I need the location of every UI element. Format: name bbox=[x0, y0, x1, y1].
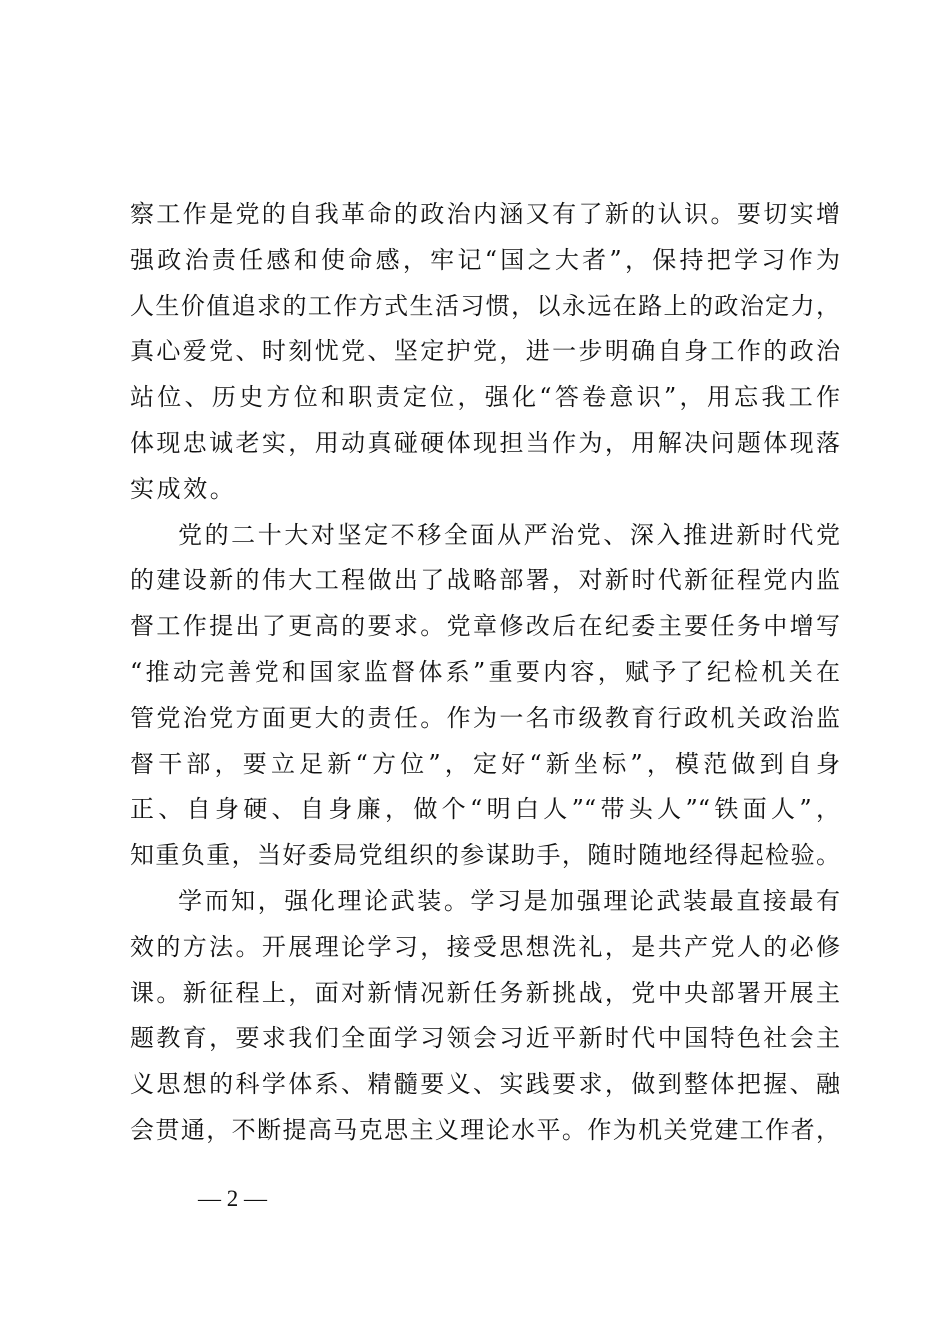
paragraph-1-line-7: 实成效。 bbox=[130, 474, 237, 503]
paragraph-1-line-4: 真心爱党、时刻忧党、坚定护党，进一步明确自身工作的政治 bbox=[130, 337, 840, 366]
paragraph-1-line-6: 体现忠诚老实，用动真碰硬体现担当作为，用解决问题体现落 bbox=[130, 428, 840, 457]
paragraph-2-line-2: 的建设新的伟大工程做出了战略部署，对新时代新征程党内监 bbox=[130, 566, 840, 595]
paragraph-1-line-3: 人生价值追求的工作方式生活习惯，以永远在路上的政治定力， bbox=[130, 291, 840, 320]
paragraph-3-line-4: 题教育，要求我们全面学习领会习近平新时代中国特色社会主 bbox=[130, 1024, 840, 1053]
paragraph-2-line-5: 管党治党方面更大的责任。作为一名市级教育行政机关政治监 bbox=[130, 703, 840, 732]
paragraph-3-line-5: 义思想的科学体系、精髓要义、实践要求，做到整体把握、融 bbox=[130, 1070, 840, 1099]
paragraph-1-line-1: 察工作是党的自我革命的政治内涵又有了新的认识。要切实增 bbox=[130, 200, 840, 228]
paragraph-3-line-6: 会贯通，不断提高马克思主义理论水平。作为机关党建工作者， bbox=[130, 1115, 840, 1144]
paragraph-2-line-8: 知重负重，当好委局党组织的参谋助手，随时随地经得起检验。 bbox=[130, 841, 840, 870]
paragraph-2-line-4: “推动完善党和国家监督体系”重要内容，赋予了纪检机关在 bbox=[130, 657, 840, 686]
paragraph-1-line-5: 站位、历史方位和职责定位，强化“答卷意识”，用忘我工作 bbox=[130, 383, 840, 412]
paragraph-1-line-2: 强政治责任感和使命感，牢记“国之大者”，保持把学习作为 bbox=[130, 245, 840, 274]
paragraph-3-line-1: 学而知，强化理论武装。学习是加强理论武装最直接最有 bbox=[178, 886, 840, 915]
page-number: — 2 — bbox=[198, 1186, 267, 1211]
body-text bbox=[130, 192, 840, 1154]
paragraph-2-line-1: 党的二十大对坚定不移全面从严治党、深入推进新时代党 bbox=[178, 520, 840, 549]
paragraph-2-line-6: 督干部，要立足新“方位”，定好“新坐标”，模范做到自身 bbox=[130, 749, 840, 778]
paragraph-2-line-7: 正、自身硬、自身廉，做个“明白人”“带头人”“铁面人”， bbox=[130, 795, 840, 824]
paragraph-3-line-2: 效的方法。开展理论学习，接受思想洗礼，是共产党人的必修 bbox=[130, 932, 840, 961]
paragraph-3-line-3: 课。新征程上，面对新情况新任务新挑战，党中央部署开展主 bbox=[130, 978, 840, 1007]
paragraph-2-line-3: 督工作提出了更高的要求。党章修改后在纪委主要任务中增写 bbox=[130, 612, 840, 641]
